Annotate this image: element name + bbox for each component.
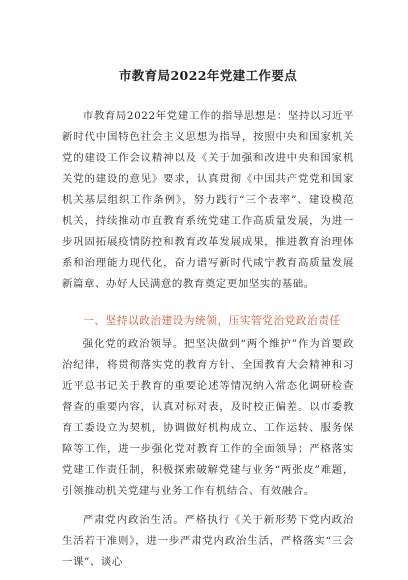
section1-paragraph-2: 严肃党内政治生活。严格执行《关于新形势下党内政治生活若干准则》，进一步严肃党内政治生活，严格落实“三会一课”、谈心 xyxy=(62,514,354,568)
paragraph-spacer xyxy=(62,502,354,510)
paragraph-spacer xyxy=(62,295,354,303)
intro-paragraph: 市教育局2022年党建工作的指导思想是：坚持以习近平新时代中国特色社会主义思想为指导，按照中央和国家机关党的建设工作会议精神以及《关于加强和改进中央和国家机关党的建设的意见》要求，认真贯彻《中国共产党党和国家机关基层组织工作条例》，努力践行“三个表率”、建设模范机关，持续推动市直教育系统党建工作高质量发展，为进一步巩固拓展疫情防控和教育改革发展成果，推进教育治理体系和治理能力现代化，奋力谱写新时代咸宁教育高质量发展新篇章、办好人民满意的教育奠定更加坚实的基础。 xyxy=(62,110,354,290)
section1-paragraph-1: 强化党的政治领导。把坚决做到“两个维护”作为首要政治纪律，将贯彻落实党的教育方针、全国教育大会精神和习近平总书记关于教育的重要论述等情况纳入常态化调研检查督查的重要内容，认真对标对表，及时校正偏差。以市委教育工委设立为契机，协调做好机构成立、工作运转、服务保障等工作，进一步强化党对教育工作的全面领导；严格落实党建工作责任制，积极探索破解党建与业务“两张皮”难题，引领推动机关党建与业务工作有机结合、有效融合。 xyxy=(62,338,354,497)
section-heading-1: 一、坚持以政治建设为统领，压实管党治党政治责任 xyxy=(83,315,341,327)
document-title: 市教育局2022年党建工作要点 xyxy=(118,68,298,83)
